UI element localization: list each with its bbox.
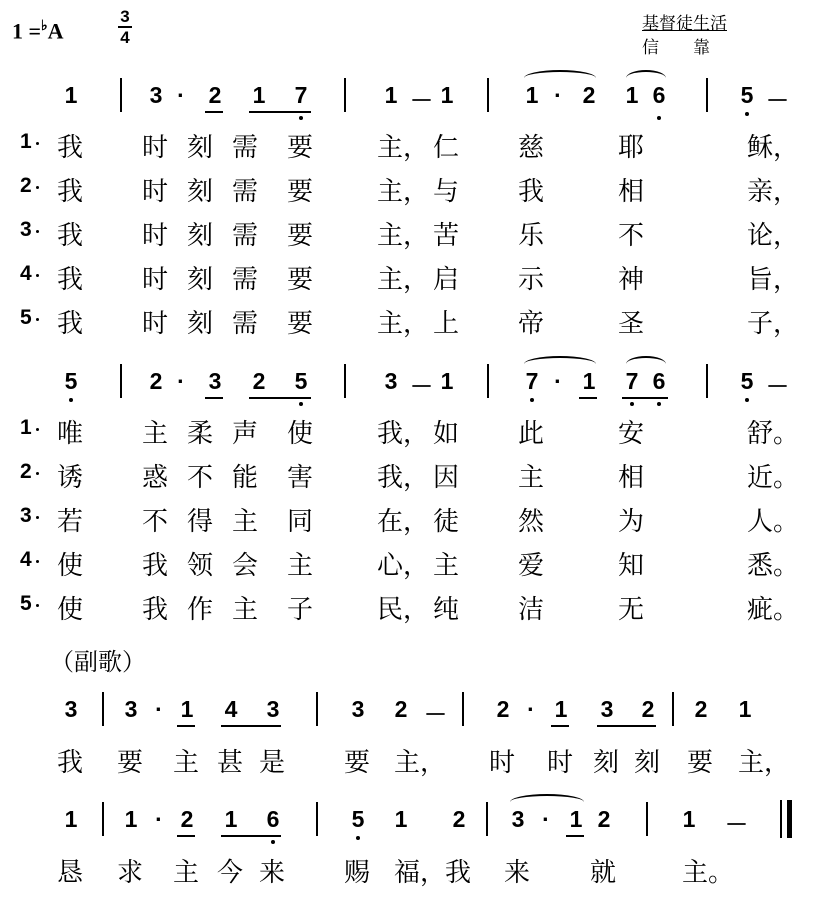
lyric-syllable: 刻: [187, 309, 214, 339]
jianpu-note: 5: [351, 806, 365, 832]
lyric-syllable: 主，: [394, 748, 447, 778]
lyric-syllable: 要: [687, 748, 714, 778]
jianpu-note: 5: [294, 368, 308, 394]
verse-number: 5: [20, 306, 32, 329]
verse-number: 1: [20, 130, 32, 153]
lyric-syllable: 需: [232, 221, 259, 251]
jianpu-note: －: [766, 87, 789, 113]
jianpu-note: 2: [496, 696, 510, 722]
jianpu-note: 1: [124, 806, 138, 832]
lyric-syllable: 我，: [377, 419, 430, 449]
lyric-syllable: 为: [618, 507, 645, 537]
lyric-syllable: 仁: [433, 133, 460, 163]
bar-line: [316, 692, 318, 726]
verse-number: 2: [20, 460, 32, 483]
lyric-syllable: 因: [433, 463, 460, 493]
lyric-syllable: 主: [173, 748, 200, 778]
lyric-syllable: 领: [187, 551, 214, 581]
time-bottom: 4: [120, 28, 130, 47]
beam-underline: [551, 725, 569, 727]
lyric-syllable: 主: [232, 507, 259, 537]
source-label: 基督徒生活: [642, 14, 727, 34]
lyric-syllable: 同: [287, 507, 314, 537]
verse-number: 1: [20, 416, 32, 439]
lyric-syllable: 帝: [518, 309, 545, 339]
lyric-syllable: 论，: [747, 221, 800, 251]
lyric-syllable: 要: [287, 133, 314, 163]
jianpu-note: 1: [394, 806, 408, 832]
octave-dot-below: [745, 398, 749, 402]
lyric-syllable: 甚: [217, 748, 244, 778]
jianpu-note: ·: [554, 82, 562, 108]
lyric-syllable: 主: [287, 551, 314, 581]
lyric-syllable: 需: [232, 177, 259, 207]
bar-line: [706, 364, 708, 398]
octave-dot-below: [356, 836, 360, 840]
lyric-syllable: 作: [187, 595, 214, 625]
jianpu-note: ·: [177, 368, 185, 394]
author-label: 信 靠: [642, 38, 710, 58]
verse-number-dot: [36, 274, 39, 277]
lyric-syllable: 会: [232, 551, 259, 581]
lyric-syllable: 人。: [747, 507, 800, 537]
bar-line: [102, 692, 104, 726]
lyric-syllable: 刻: [187, 177, 214, 207]
lyric-syllable: 主，: [738, 748, 791, 778]
octave-dot-below: [657, 402, 661, 406]
lyric-syllable: 要: [117, 748, 144, 778]
verse-number: 2: [20, 174, 32, 197]
slur-arc: [626, 70, 666, 86]
lyric-syllable: 示: [518, 265, 545, 295]
jianpu-note: 2: [208, 82, 222, 108]
bar-line: [487, 78, 489, 112]
lyric-syllable: 若: [57, 507, 84, 537]
lyric-syllable: 时: [142, 221, 169, 251]
beam-underline: [622, 397, 668, 399]
jianpu-note: －: [766, 373, 789, 399]
lyric-syllable: 我，: [377, 463, 430, 493]
lyric-syllable: 我: [142, 551, 169, 581]
verse-number-dot: [36, 428, 39, 431]
lyric-syllable: 我: [57, 177, 84, 207]
lyric-syllable: 声: [232, 419, 259, 449]
beam-underline: [597, 725, 656, 727]
verse-number-dot: [36, 318, 39, 321]
lyric-syllable: 相: [618, 177, 645, 207]
jianpu-note: 1: [554, 696, 568, 722]
jianpu-note: 3: [124, 696, 138, 722]
jianpu-note: 1: [384, 82, 398, 108]
jianpu-note: ·: [155, 806, 163, 832]
lyric-syllable: 纯: [433, 595, 460, 625]
lyric-syllable: 使: [57, 551, 84, 581]
beam-underline: [205, 397, 223, 399]
lyric-syllable: 要: [287, 309, 314, 339]
lyric-syllable: 刻: [187, 133, 214, 163]
lyric-syllable: 不: [187, 463, 214, 493]
lyric-syllable: 时: [142, 309, 169, 339]
jianpu-note: 1: [738, 696, 752, 722]
slur-arc: [510, 794, 584, 810]
lyric-syllable: 舒。: [747, 419, 800, 449]
lyric-syllable: 就: [590, 858, 617, 888]
lyric-syllable: 时: [142, 177, 169, 207]
lyric-syllable: 洁: [518, 595, 545, 625]
jianpu-note: 2: [641, 696, 655, 722]
lyric-syllable: 子，: [747, 309, 800, 339]
lyric-syllable: 安: [618, 419, 645, 449]
octave-dot-below: [745, 112, 749, 116]
verse-number-dot: [36, 604, 39, 607]
lyric-syllable: 徒: [433, 507, 460, 537]
jianpu-note: －: [410, 373, 433, 399]
lyric-syllable: 来: [504, 858, 531, 888]
lyric-syllable: 稣，: [747, 133, 800, 163]
lyric-syllable: 使: [57, 595, 84, 625]
bar-line: [120, 364, 122, 398]
lyric-syllable: 要: [287, 177, 314, 207]
lyric-syllable: 不: [618, 221, 645, 251]
bar-line: [672, 692, 674, 726]
bar-line: [102, 802, 104, 836]
octave-dot-below: [657, 116, 661, 120]
jianpu-note: 7: [625, 368, 639, 394]
octave-dot-below: [69, 398, 73, 402]
jianpu-note: 2: [394, 696, 408, 722]
lyric-syllable: 心，: [377, 551, 430, 581]
lyric-syllable: 知: [618, 551, 645, 581]
verse-number: 4: [20, 262, 32, 285]
jianpu-note: 3: [351, 696, 365, 722]
lyric-syllable: 主。: [682, 858, 735, 888]
verse-number-dot: [36, 472, 39, 475]
lyric-syllable: 苦: [433, 221, 460, 251]
verse-number: 3: [20, 218, 32, 241]
bar-line: [344, 364, 346, 398]
lyric-syllable: 旨，: [747, 265, 800, 295]
key-letter: A: [47, 18, 64, 44]
bar-line: [706, 78, 708, 112]
lyric-syllable: 疵。: [747, 595, 800, 625]
jianpu-note: 2: [180, 806, 194, 832]
jianpu-note: 2: [694, 696, 708, 722]
lyric-syllable: 刻: [187, 265, 214, 295]
lyric-syllable: 近。: [747, 463, 800, 493]
lyric-syllable: 我: [57, 748, 84, 778]
chorus-label: （副歌）: [50, 648, 146, 676]
octave-dot-below: [530, 398, 534, 402]
lyric-syllable: 要: [287, 265, 314, 295]
lyric-syllable: 爱: [518, 551, 545, 581]
lyric-syllable: 得: [187, 507, 214, 537]
lyric-syllable: 我: [142, 595, 169, 625]
jianpu-note: 6: [652, 82, 666, 108]
lyric-syllable: 福，: [394, 858, 447, 888]
lyric-syllable: 神: [618, 265, 645, 295]
lyric-syllable: 惑: [142, 463, 169, 493]
lyric-syllable: 相: [618, 463, 645, 493]
jianpu-note: 5: [740, 82, 754, 108]
beam-underline: [177, 835, 195, 837]
verse-number: 4: [20, 548, 32, 571]
final-bar-thin: [780, 800, 782, 838]
lyric-syllable: 需: [232, 133, 259, 163]
lyric-syllable: 柔: [187, 419, 214, 449]
bar-line: [462, 692, 464, 726]
jianpu-note: 2: [452, 806, 466, 832]
bar-line: [646, 802, 648, 836]
lyric-syllable: 时: [547, 748, 574, 778]
jianpu-note: 3: [266, 696, 280, 722]
jianpu-note: 1: [525, 82, 539, 108]
jianpu-note: 1: [440, 368, 454, 394]
lyric-syllable: 如: [433, 419, 460, 449]
lyric-syllable: 来: [259, 858, 286, 888]
jianpu-note: ·: [527, 696, 535, 722]
beam-underline: [249, 111, 311, 113]
lyric-syllable: 主，: [377, 177, 430, 207]
octave-dot-below: [271, 840, 275, 844]
jianpu-note: ·: [554, 368, 562, 394]
jianpu-note: 3: [600, 696, 614, 722]
jianpu-note: 2: [597, 806, 611, 832]
lyric-syllable: 时: [142, 133, 169, 163]
lyric-syllable: 子: [287, 595, 314, 625]
jianpu-note: 3: [64, 696, 78, 722]
lyric-syllable: 乐: [518, 221, 545, 251]
lyric-syllable: 此: [518, 419, 545, 449]
lyric-syllable: 在，: [377, 507, 430, 537]
beam-underline: [205, 111, 223, 113]
lyric-syllable: 主，: [377, 309, 430, 339]
jianpu-note: 1: [682, 806, 696, 832]
lyric-syllable: 能: [232, 463, 259, 493]
lyric-syllable: 主: [433, 551, 460, 581]
jianpu-note: 1: [252, 82, 266, 108]
jianpu-note: 1: [64, 82, 78, 108]
bar-line: [486, 802, 488, 836]
lyric-syllable: 要: [287, 221, 314, 251]
lyric-syllable: 刻: [187, 221, 214, 251]
verse-number-dot: [36, 230, 39, 233]
jianpu-note: 2: [252, 368, 266, 394]
lyric-syllable: 需: [232, 265, 259, 295]
verse-number-dot: [36, 560, 39, 563]
jianpu-note: 1: [180, 696, 194, 722]
jianpu-note: －: [410, 87, 433, 113]
lyric-syllable: 我: [445, 858, 472, 888]
lyric-syllable: 主: [173, 858, 200, 888]
jianpu-note: 1: [582, 368, 596, 394]
lyric-syllable: 要: [344, 748, 371, 778]
lyric-syllable: 诱: [57, 463, 84, 493]
bar-line: [344, 78, 346, 112]
lyric-syllable: 刻: [593, 748, 620, 778]
lyric-syllable: 与: [433, 177, 460, 207]
jianpu-note: 1: [569, 806, 583, 832]
lyric-syllable: 主: [232, 595, 259, 625]
octave-dot-below: [630, 402, 634, 406]
jianpu-note: 3: [384, 368, 398, 394]
jianpu-note: －: [725, 811, 748, 837]
lyric-syllable: 是: [259, 748, 286, 778]
jianpu-note: 2: [582, 82, 596, 108]
lyric-syllable: 时: [489, 748, 516, 778]
jianpu-note: 1: [224, 806, 238, 832]
octave-dot-below: [299, 402, 303, 406]
verse-number-dot: [36, 186, 39, 189]
jianpu-note: 5: [740, 368, 754, 394]
final-bar-thick: [787, 800, 792, 838]
lyric-syllable: 慈: [518, 133, 545, 163]
jianpu-note: 1: [440, 82, 454, 108]
lyric-syllable: 赐: [344, 858, 371, 888]
bar-line: [120, 78, 122, 112]
lyric-syllable: 我: [57, 309, 84, 339]
jianpu-note: ·: [542, 806, 550, 832]
lyric-syllable: 恳: [57, 858, 84, 888]
lyric-syllable: 圣: [618, 309, 645, 339]
jianpu-note: －: [424, 701, 447, 727]
jianpu-note: 1: [64, 806, 78, 832]
lyric-syllable: 今: [217, 858, 244, 888]
lyric-syllable: 启: [433, 265, 460, 295]
jianpu-note: 3: [208, 368, 222, 394]
slur-arc: [626, 356, 666, 372]
verse-number: 3: [20, 504, 32, 527]
lyric-syllable: 主，: [377, 265, 430, 295]
jianpu-note: 3: [511, 806, 525, 832]
lyric-syllable: 民，: [377, 595, 430, 625]
beam-underline: [221, 835, 281, 837]
lyric-syllable: 需: [232, 309, 259, 339]
lyric-syllable: 唯: [57, 419, 84, 449]
jianpu-note: 3: [149, 82, 163, 108]
jianpu-note: 5: [64, 368, 78, 394]
lyric-syllable: 耶: [618, 133, 645, 163]
beam-underline: [177, 725, 195, 727]
lyric-syllable: 然: [518, 507, 545, 537]
lyric-syllable: 主，: [377, 133, 430, 163]
lyric-syllable: 不: [142, 507, 169, 537]
lyric-syllable: 亲，: [747, 177, 800, 207]
beam-underline: [249, 397, 311, 399]
beam-underline: [221, 725, 281, 727]
jianpu-note: 2: [149, 368, 163, 394]
lyric-syllable: 我: [57, 221, 84, 251]
beam-underline: [566, 835, 584, 837]
slur-arc: [524, 356, 596, 372]
jianpu-note: 6: [652, 368, 666, 394]
lyric-syllable: 我: [57, 133, 84, 163]
lyric-syllable: 时: [142, 265, 169, 295]
time-top: 3: [120, 7, 130, 26]
lyric-syllable: 害: [287, 463, 314, 493]
lyric-syllable: 无: [618, 595, 645, 625]
lyric-syllable: 求: [117, 858, 144, 888]
octave-dot-below: [299, 116, 303, 120]
verse-number-dot: [36, 142, 39, 145]
jianpu-note: ·: [177, 82, 185, 108]
jianpu-note: 7: [294, 82, 308, 108]
bar-line: [316, 802, 318, 836]
key-prefix: 1 =: [12, 18, 42, 44]
jianpu-note: ·: [155, 696, 163, 722]
verse-number: 5: [20, 592, 32, 615]
lyric-syllable: 我: [57, 265, 84, 295]
lyric-syllable: 主: [518, 463, 545, 493]
flat-sign: ♭: [41, 19, 48, 34]
lyric-syllable: 上: [433, 309, 460, 339]
slur-arc: [524, 70, 596, 86]
lyric-syllable: 我: [518, 177, 545, 207]
bar-line: [487, 364, 489, 398]
lyric-syllable: 主，: [377, 221, 430, 251]
lyric-syllable: 主: [142, 419, 169, 449]
jianpu-note: 1: [625, 82, 639, 108]
beam-underline: [579, 397, 597, 399]
lyric-syllable: 使: [287, 419, 314, 449]
verse-number-dot: [36, 516, 39, 519]
lyric-syllable: 刻: [634, 748, 661, 778]
jianpu-note: 7: [525, 368, 539, 394]
jianpu-note: 4: [224, 696, 238, 722]
jianpu-note: 6: [266, 806, 280, 832]
lyric-syllable: 悉。: [747, 551, 800, 581]
